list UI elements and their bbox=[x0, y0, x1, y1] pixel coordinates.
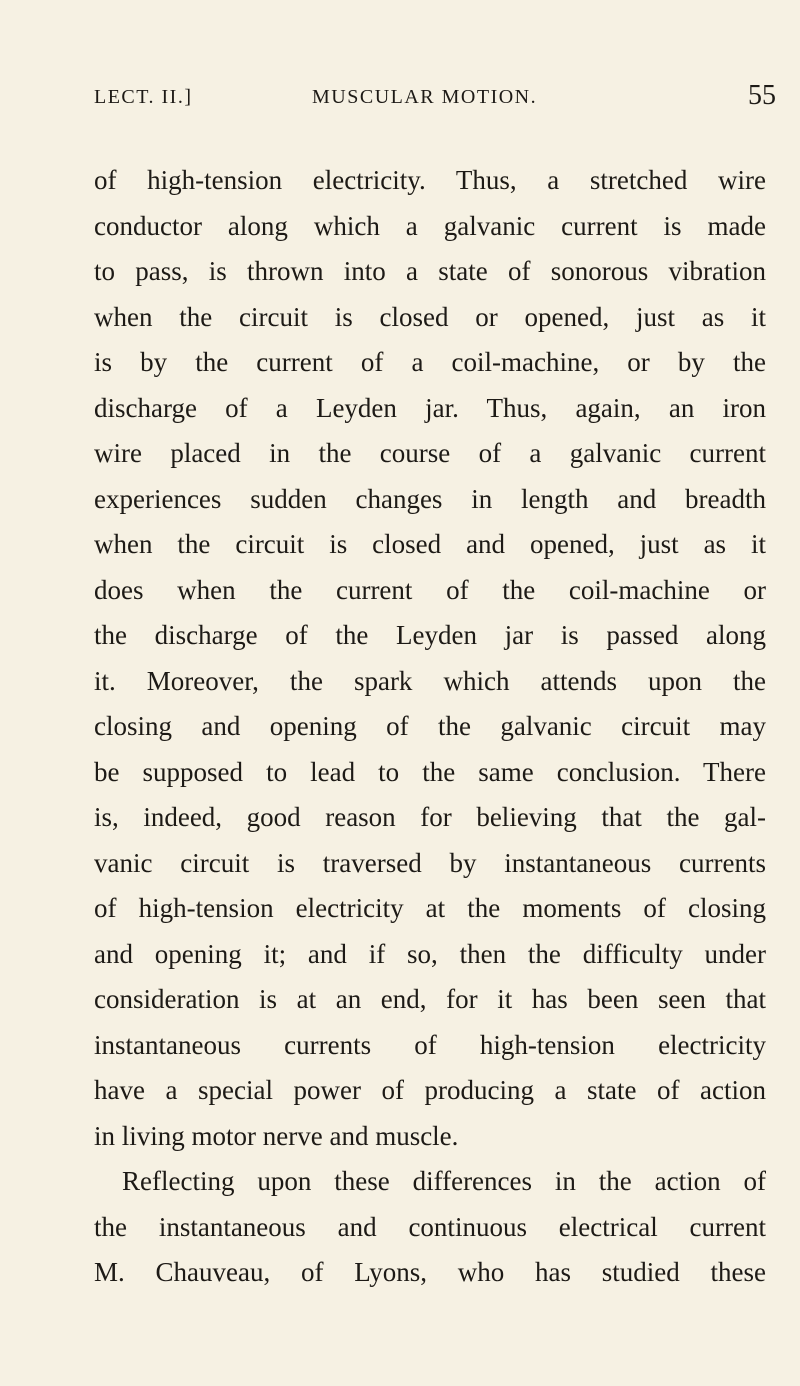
text-line: is, indeed, good reason for believing that the gal- bbox=[94, 802, 766, 832]
text-line: the discharge of the Leyden jar is passed along bbox=[94, 620, 766, 650]
text-line: discharge of a Leyden jar. Thus, again, an iron bbox=[94, 392, 766, 423]
text-line: experiences sudden changes in length and breadth bbox=[94, 483, 766, 514]
text-line: be supposed to lead to the same conclusion. There bbox=[94, 756, 766, 787]
text-line: conductor along which a galvanic current is made bbox=[94, 210, 766, 241]
text-line: does when the current of the coil-machine or bbox=[94, 574, 766, 605]
text-line: the instantaneous and continuous electrical current bbox=[94, 1211, 766, 1242]
paragraph-end-line: in living motor nerve and muscle. bbox=[94, 1120, 459, 1151]
text-line: M. Chauveau, of Lyons, who has studied these bbox=[94, 1257, 766, 1287]
text-line: when the circuit is closed or opened, just as it bbox=[94, 301, 766, 332]
text-line: wire placed in the course of a galvanic current bbox=[94, 438, 766, 468]
text-line: to pass, is thrown into a state of sonorous vibration bbox=[94, 256, 766, 286]
running-header bbox=[94, 80, 776, 126]
lecture-label: LECT. II.] bbox=[94, 86, 193, 108]
text-line: of high-tension electricity. Thus, a stretched wire bbox=[94, 165, 766, 195]
text-line: consideration is at an end, for it has been seen that bbox=[94, 984, 766, 1014]
text-line: of high-tension electricity at the moments of closing bbox=[94, 893, 766, 923]
text-line: it. Moreover, the spark which attends upon the bbox=[94, 665, 766, 696]
text-line: and opening it; and if so, then the difficulty under bbox=[94, 938, 766, 969]
text-line: closing and opening of the galvanic circuit may bbox=[94, 711, 766, 741]
chapter-title: MUSCULAR MOTION. bbox=[312, 86, 538, 108]
text-line: instantaneous currents of high-tension electricity bbox=[94, 1029, 766, 1060]
paragraph-start-line: Reflecting upon these differences in the action of bbox=[122, 1166, 766, 1196]
body-text bbox=[94, 158, 766, 1296]
text-line: vanic circuit is traversed by instantaneous currents bbox=[94, 847, 766, 878]
page-number: 55 bbox=[748, 80, 776, 111]
text-line: have a special power of producing a state of action bbox=[94, 1075, 766, 1105]
text-line: when the circuit is closed and opened, just as it bbox=[94, 529, 766, 559]
text-line: is by the current of a coil-machine, or by the bbox=[94, 347, 766, 377]
